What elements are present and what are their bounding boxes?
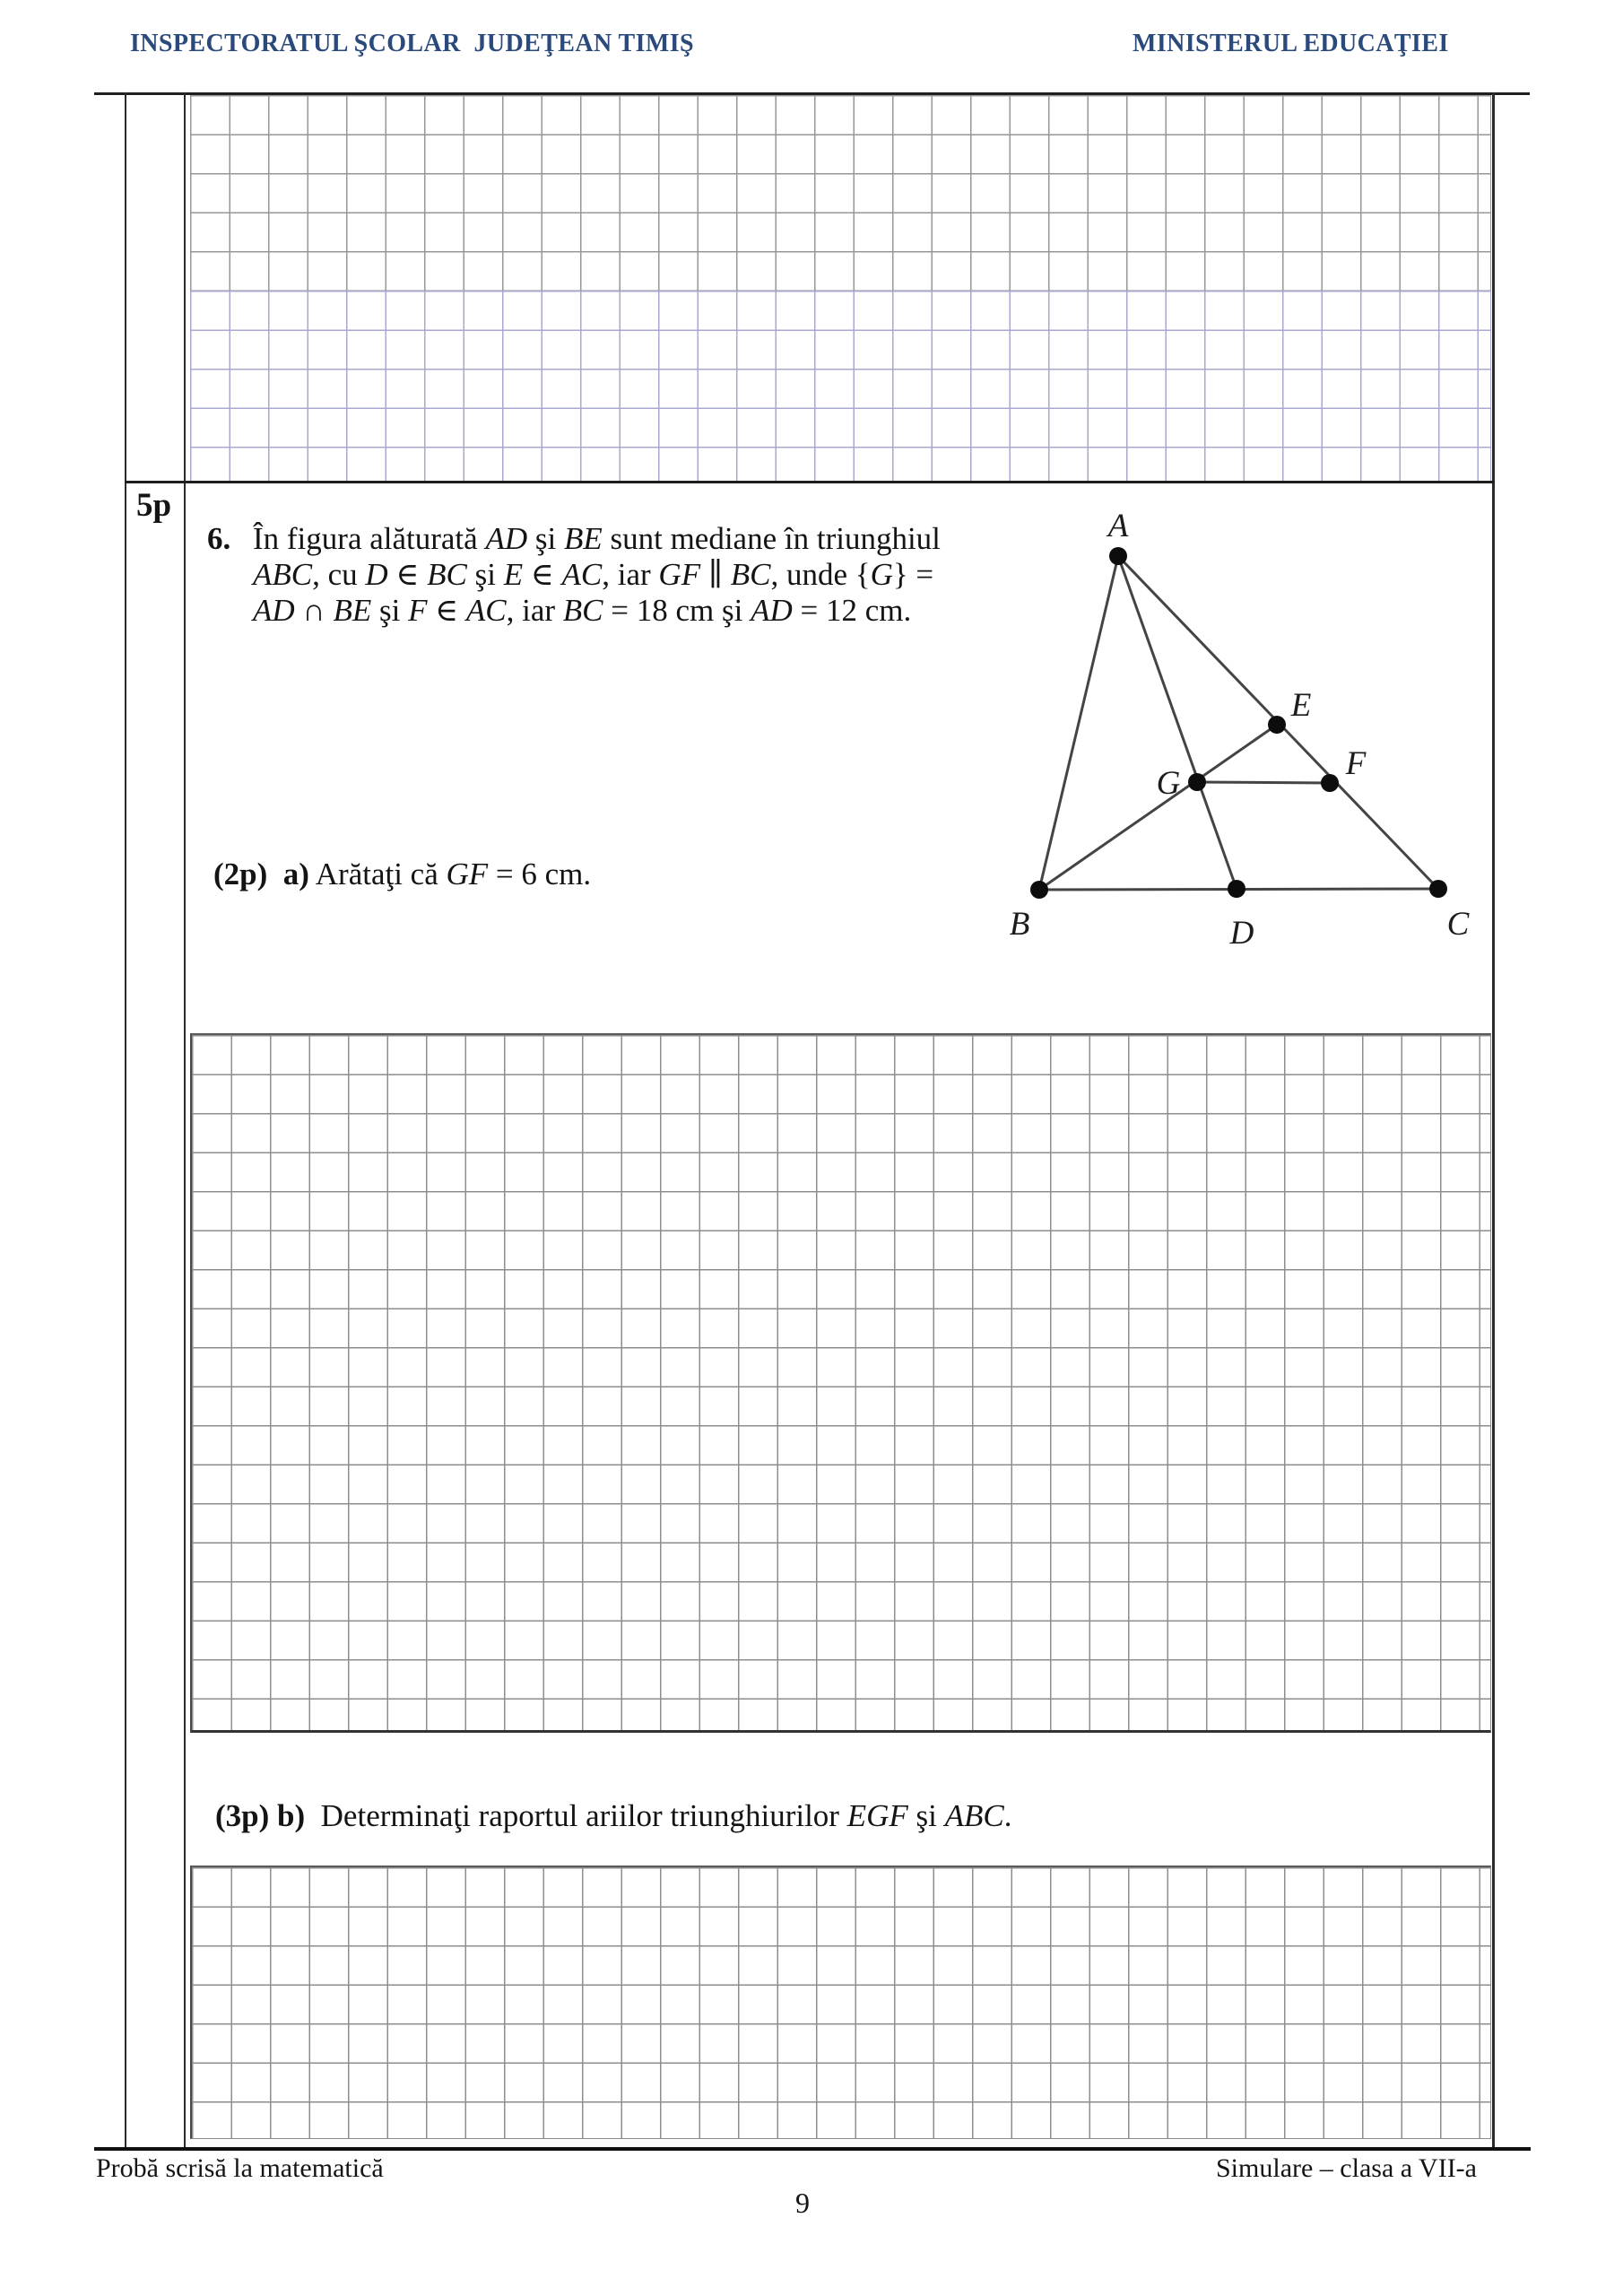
math-var: E <box>503 557 524 592</box>
figure-point-G <box>1188 773 1206 791</box>
problem-number: 6. <box>207 521 231 556</box>
text-run: , iar <box>506 593 563 628</box>
math-var: EGF <box>846 1798 908 1833</box>
figure-label-D: D <box>1229 915 1254 952</box>
text-run: ∈ <box>523 557 562 592</box>
answer-grid-top-gray <box>190 95 1491 291</box>
math-var: G <box>870 557 893 592</box>
left-margin-line <box>125 92 126 2150</box>
footer-right-text: Simulare – clasa a VII-a <box>1216 2153 1477 2183</box>
problem-statement <box>253 521 941 629</box>
section-divider-rule <box>125 481 1495 483</box>
header-right-text: MINISTERUL EDUCAŢIEI <box>1133 30 1449 57</box>
figure-label-B: B <box>1009 906 1030 943</box>
math-var: AC <box>561 557 603 592</box>
text-run: , unde { <box>770 557 871 592</box>
text-run: = 12 cm. <box>792 593 912 628</box>
footer-left-text: Probă scrisă la matematică <box>96 2153 384 2183</box>
math-var: AD <box>485 521 528 556</box>
math-var: BC <box>427 557 467 592</box>
text-run: . <box>1003 1798 1012 1833</box>
figure-point-B <box>1030 881 1048 899</box>
math-var: AC <box>465 593 507 628</box>
figure-label-C: C <box>1446 906 1470 943</box>
math-var: GF <box>658 557 701 592</box>
text-run: = 18 cm şi <box>603 593 751 628</box>
figure-edge-AB <box>1039 556 1118 890</box>
text-run: Arătaţi că <box>308 857 447 891</box>
part-a-text <box>213 857 591 892</box>
text-run: ∈ <box>427 593 466 628</box>
math-var: BC <box>730 557 771 592</box>
math-var: F <box>408 593 428 628</box>
text-run: ∈ <box>387 557 428 592</box>
text-run: a) <box>282 857 309 891</box>
figure-point-E <box>1268 716 1286 734</box>
text-run: } = <box>892 557 934 592</box>
figure-edge-BE <box>1039 725 1277 890</box>
text-run: , iar <box>602 557 659 592</box>
figure-edge-AD <box>1118 556 1237 889</box>
text-run: (3p) b) <box>215 1798 306 1833</box>
figure-point-C <box>1429 880 1447 898</box>
math-var: ABC <box>944 1798 1004 1833</box>
text-run: şi <box>527 521 564 556</box>
text-run: În figura alăturată <box>253 521 486 556</box>
text-run: ∥ <box>700 557 731 592</box>
math-var: BE <box>563 521 603 556</box>
figure-point-F <box>1321 774 1339 792</box>
figure-point-A <box>1109 547 1127 565</box>
statement-line <box>253 557 941 593</box>
math-var: ABC <box>253 557 313 592</box>
math-var: AD <box>751 593 793 628</box>
figure-label-G: G <box>1156 765 1181 802</box>
figure-label-E: E <box>1290 687 1312 724</box>
text-run <box>267 857 283 891</box>
text-run: (2p) <box>213 857 268 891</box>
text-run: , cu <box>312 557 366 592</box>
answer-grid-top-lavender <box>190 291 1491 481</box>
right-border-line <box>1492 92 1495 2150</box>
answer-grid-bottom <box>190 1866 1491 2139</box>
statement-line <box>253 593 941 629</box>
text-run: şi <box>466 557 504 592</box>
triangle-figure <box>982 498 1502 1009</box>
page-number: 9 <box>795 2187 810 2219</box>
footer-rule <box>94 2147 1531 2151</box>
header-left-text: INSPECTORATUL ŞCOLAR JUDEŢEAN TIMIŞ <box>130 30 694 57</box>
text-run: = 6 cm. <box>488 857 592 891</box>
text-run: ∩ <box>294 593 334 628</box>
score-column-line <box>184 92 186 2150</box>
figure-point-D <box>1228 880 1245 898</box>
math-var: AD <box>253 593 295 628</box>
statement-line <box>253 521 941 557</box>
figure-label-A: A <box>1107 508 1129 544</box>
math-var: BE <box>333 593 372 628</box>
figure-label-F: F <box>1345 745 1367 782</box>
math-var: D <box>365 557 388 592</box>
figure-edge-GF <box>1197 782 1330 783</box>
math-var: BC <box>562 593 603 628</box>
text-run: Determinaţi raportul ariilor triunghiurilor <box>305 1798 847 1833</box>
score-badge: 5p <box>136 487 172 524</box>
math-var: GF <box>446 857 489 891</box>
text-run: şi <box>371 593 409 628</box>
text-run: şi <box>907 1798 945 1833</box>
answer-grid-middle <box>190 1033 1491 1733</box>
text-run: sunt mediane în triunghiul <box>602 521 941 556</box>
part-b-text <box>215 1798 1011 1834</box>
